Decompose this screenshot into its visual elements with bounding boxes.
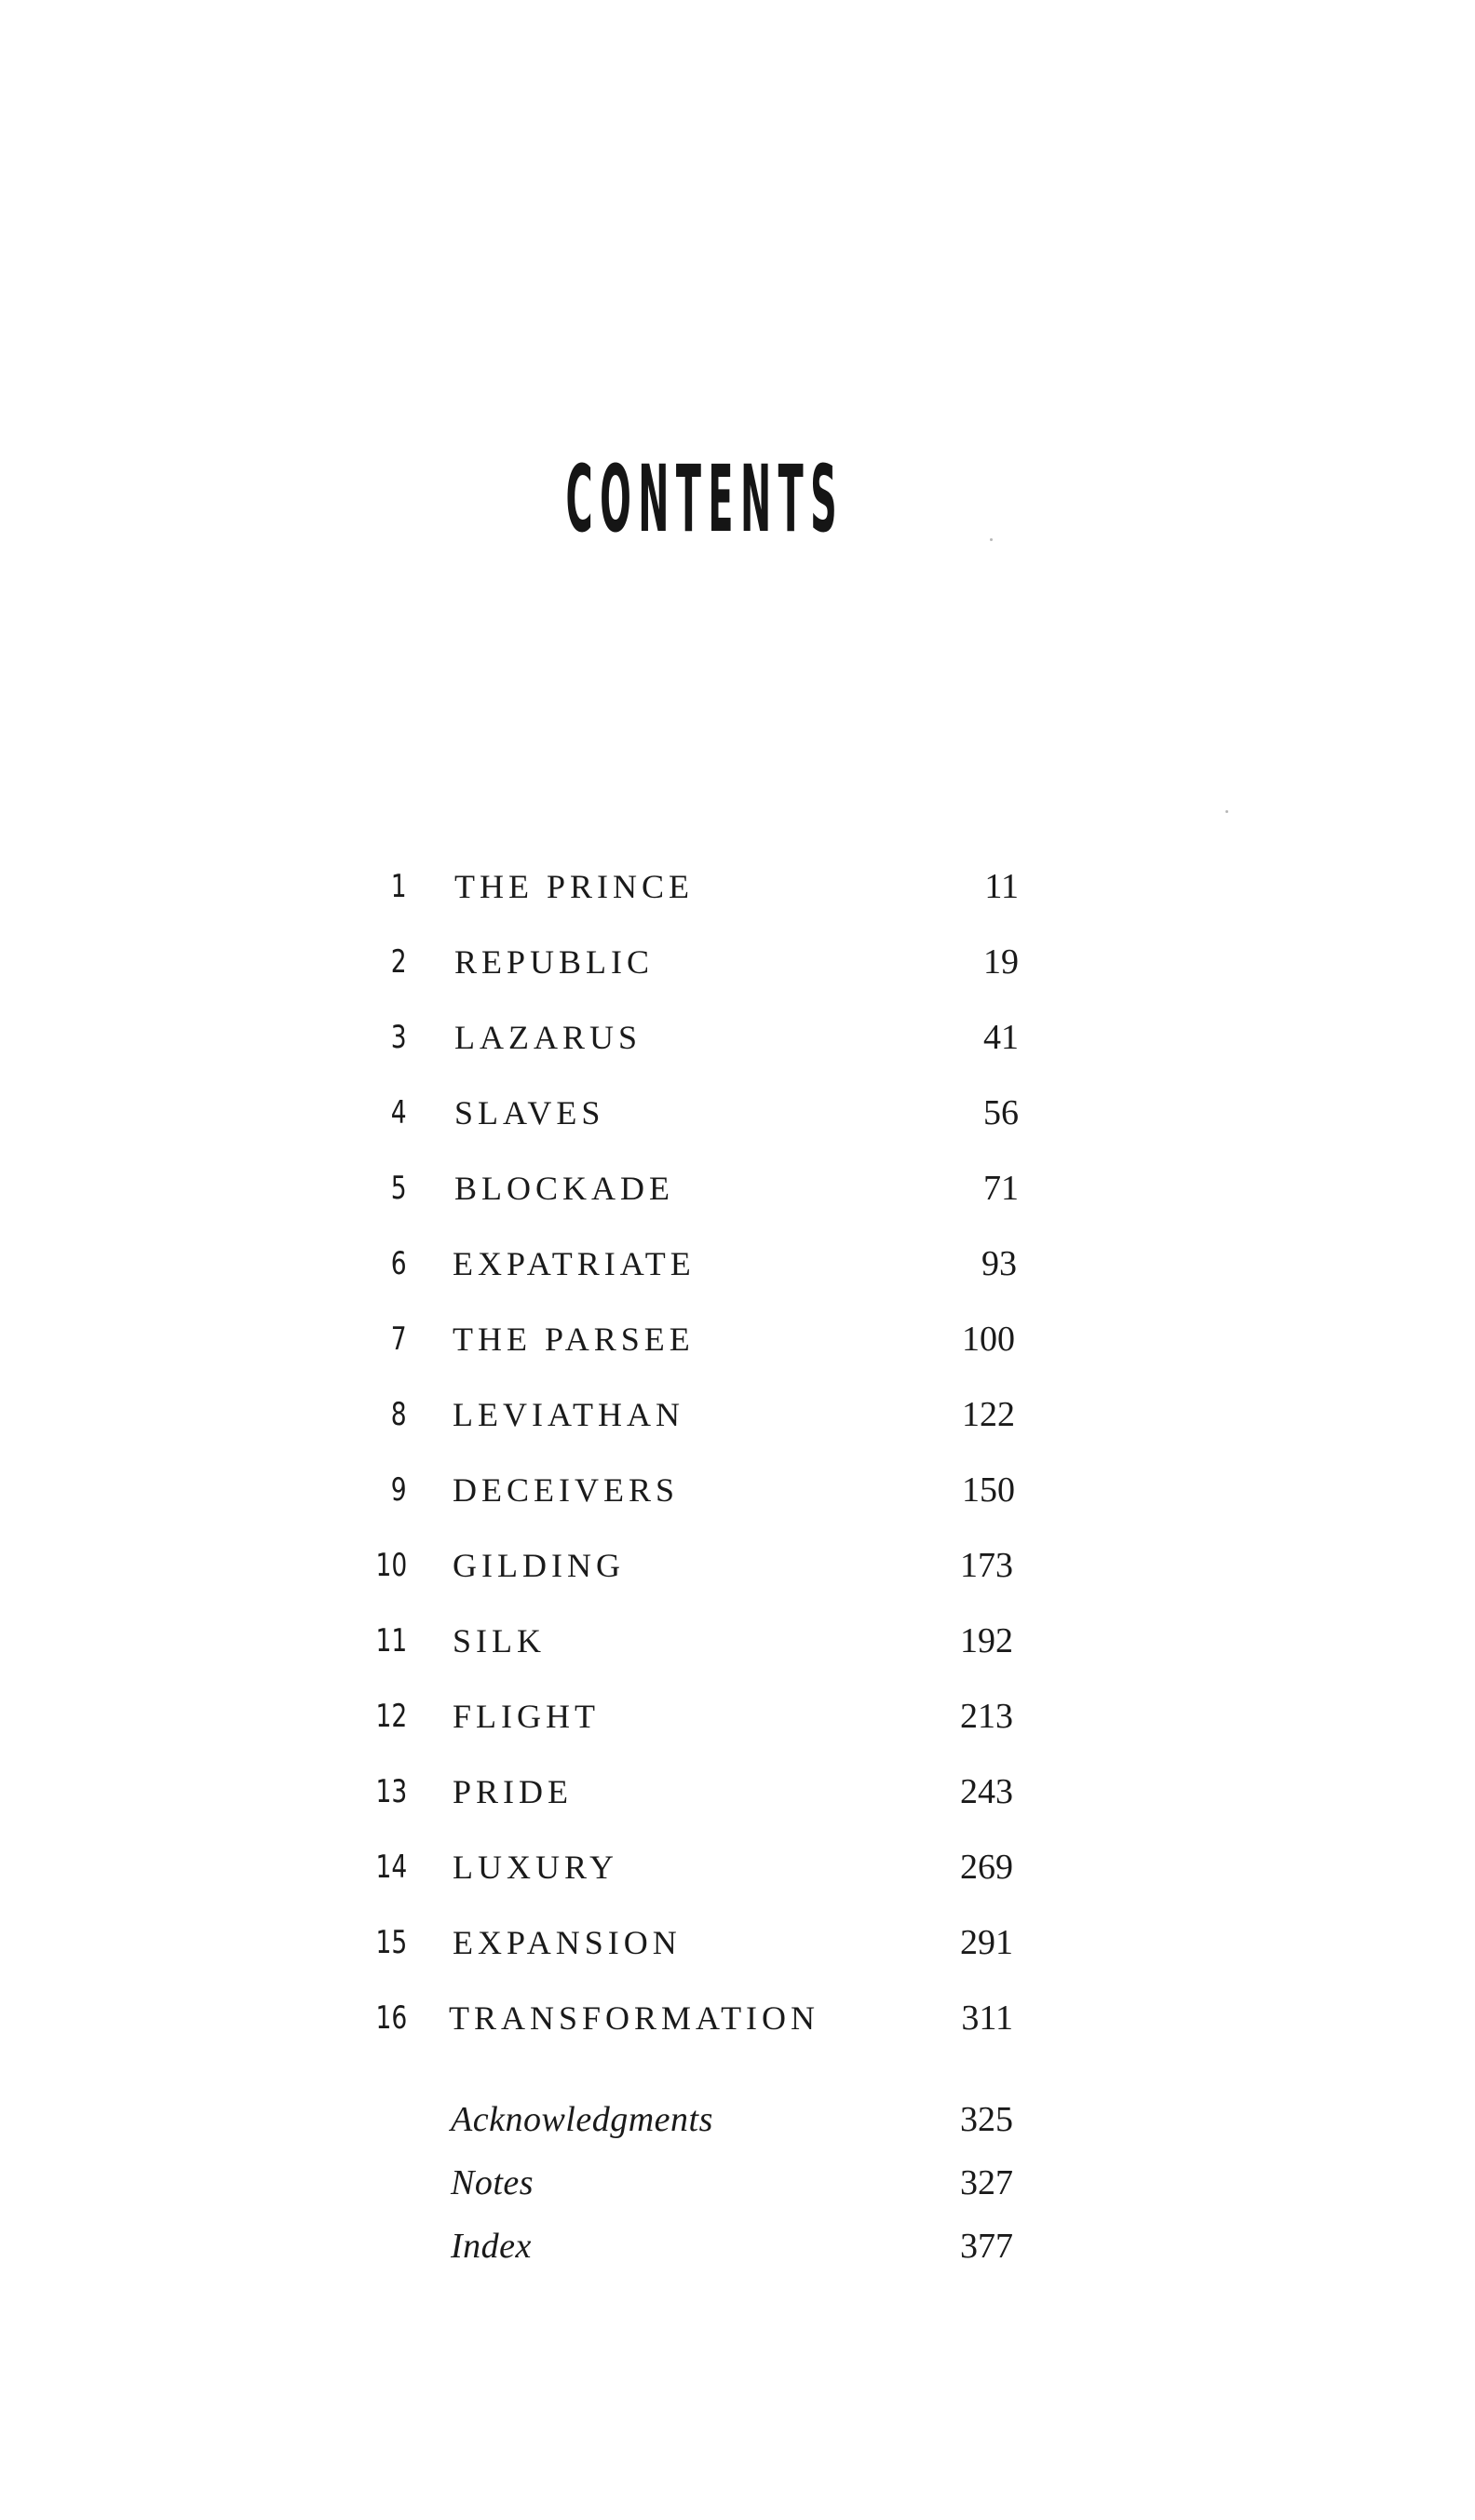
page-number: 311 xyxy=(961,1998,1013,2038)
chapter-number: 8 xyxy=(391,1396,407,1433)
chapter-title: DECEIVERS xyxy=(453,1471,679,1509)
toc-entry-chapter-13[interactable] xyxy=(0,1764,1475,1820)
contents-heading: CONTENTS xyxy=(565,447,845,554)
chapter-number: 5 xyxy=(391,1170,407,1207)
chapter-title: FLIGHT xyxy=(453,1698,600,1735)
toc-entry-chapter-4[interactable] xyxy=(0,1085,1475,1141)
page-number: 269 xyxy=(960,1848,1013,1887)
chapter-title: THE PARSEE xyxy=(453,1321,695,1358)
chapter-number: 11 xyxy=(375,1622,407,1660)
chapter-title: THE PRINCE xyxy=(454,868,694,905)
toc-entry-chapter-7[interactable] xyxy=(0,1311,1475,1367)
chapter-number: 13 xyxy=(375,1773,407,1810)
chapter-number: 4 xyxy=(391,1094,407,1131)
toc-entry-chapter-15[interactable] xyxy=(0,1915,1475,1971)
chapter-number: 1 xyxy=(391,868,407,905)
page-number: 41 xyxy=(983,1018,1019,1057)
toc-entry-chapter-8[interactable] xyxy=(0,1387,1475,1443)
toc-entry-chapter-14[interactable] xyxy=(0,1839,1475,1895)
page-number: 150 xyxy=(962,1470,1015,1510)
page-number: 192 xyxy=(960,1621,1013,1660)
chapter-number: 7 xyxy=(391,1321,407,1358)
page-number: 291 xyxy=(960,1923,1013,1962)
toc-entry-chapter-16[interactable] xyxy=(0,1990,1475,2046)
toc-entry-acknowledgments[interactable] xyxy=(0,2092,1475,2147)
page-number: 213 xyxy=(960,1697,1013,1736)
chapter-title: LAZARUS xyxy=(454,1019,643,1056)
toc-entry-chapter-6[interactable] xyxy=(0,1236,1475,1292)
chapter-number: 12 xyxy=(375,1698,407,1735)
chapter-title: TRANSFORMATION xyxy=(449,1999,820,2037)
page-number: 56 xyxy=(983,1093,1019,1132)
back-matter-title: Acknowledgments xyxy=(451,2100,713,2139)
back-matter-title: Index xyxy=(451,2227,532,2266)
contents-heading-wrapper xyxy=(0,447,1475,554)
page-number: 325 xyxy=(960,2100,1013,2139)
toc-entry-chapter-5[interactable] xyxy=(0,1160,1475,1216)
chapter-title: SLAVES xyxy=(454,1094,605,1131)
chapter-title: GILDING xyxy=(453,1547,625,1584)
page-number: 19 xyxy=(983,942,1019,982)
toc-entry-notes[interactable] xyxy=(0,2155,1475,2211)
page-number: 71 xyxy=(983,1169,1019,1208)
page-number: 11 xyxy=(984,867,1019,906)
chapter-title: EXPANSION xyxy=(453,1924,682,1961)
chapter-title: PRIDE xyxy=(453,1773,574,1810)
chapter-title: REPUBLIC xyxy=(454,943,655,981)
chapter-number: 15 xyxy=(375,1924,407,1961)
chapter-title: LUXURY xyxy=(453,1849,619,1886)
chapter-title: LEVIATHAN xyxy=(453,1396,684,1433)
toc-entry-chapter-12[interactable] xyxy=(0,1688,1475,1744)
chapter-title: BLOCKADE xyxy=(454,1170,674,1207)
page-number: 377 xyxy=(960,2227,1013,2266)
chapter-title: EXPATRIATE xyxy=(453,1245,696,1282)
toc-entry-chapter-11[interactable] xyxy=(0,1613,1475,1669)
page-number: 100 xyxy=(962,1320,1015,1359)
back-matter-title: Notes xyxy=(451,2163,535,2202)
toc-entry-index[interactable] xyxy=(0,2218,1475,2274)
page-number: 173 xyxy=(960,1546,1013,1585)
chapter-number: 3 xyxy=(391,1019,407,1056)
toc-entry-chapter-10[interactable] xyxy=(0,1538,1475,1593)
chapter-number: 2 xyxy=(391,943,407,981)
page-number: 327 xyxy=(960,2163,1013,2202)
page-number: 122 xyxy=(962,1395,1015,1434)
chapter-number: 14 xyxy=(375,1849,407,1886)
page-number: 93 xyxy=(981,1244,1017,1283)
chapter-number: 16 xyxy=(375,1999,407,2037)
chapter-number: 6 xyxy=(391,1245,407,1282)
toc-entry-chapter-9[interactable] xyxy=(0,1462,1475,1518)
toc-entry-chapter-3[interactable] xyxy=(0,1009,1475,1065)
page-number: 243 xyxy=(960,1772,1013,1811)
paper-speck xyxy=(1225,810,1228,813)
toc-entry-chapter-2[interactable] xyxy=(0,934,1475,990)
paper-speck xyxy=(990,538,993,541)
chapter-number: 10 xyxy=(375,1547,407,1584)
chapter-title: SILK xyxy=(453,1622,546,1660)
toc-entry-chapter-1[interactable] xyxy=(0,859,1475,915)
chapter-number: 9 xyxy=(391,1471,407,1509)
